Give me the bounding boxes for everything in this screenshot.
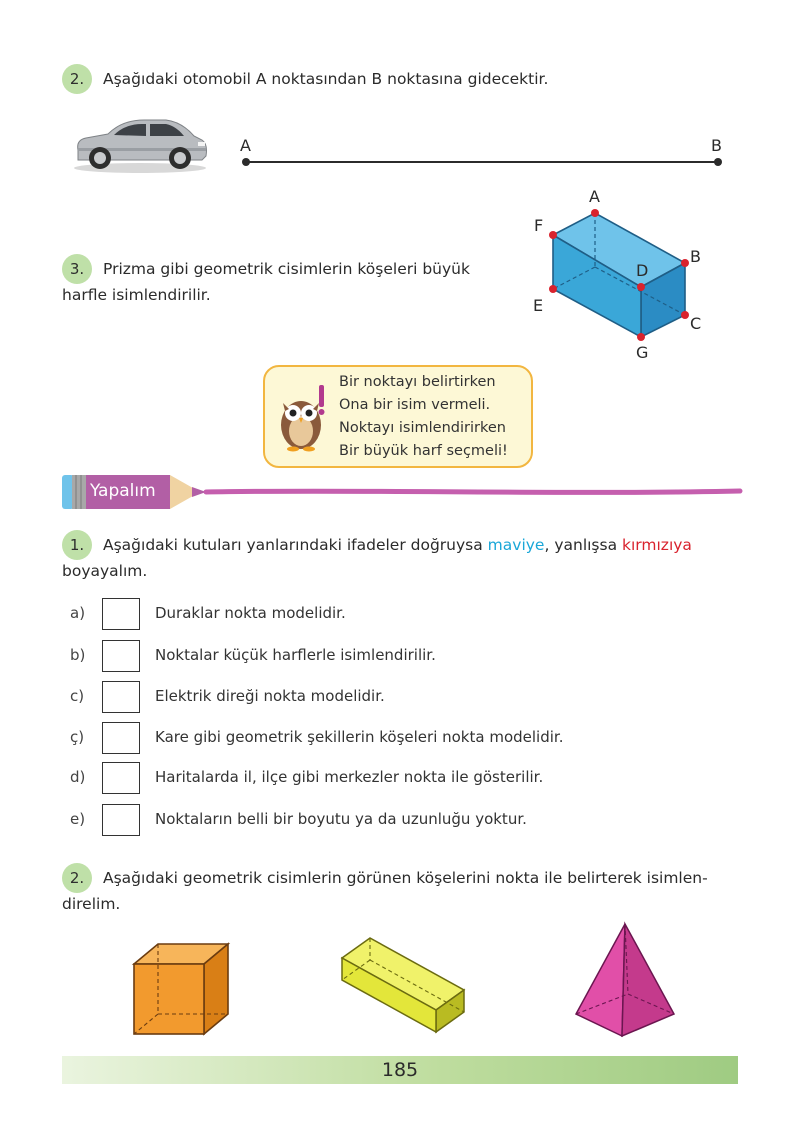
instruction-text: Aşağıdaki kutuları yanlarındaki ifadeler doğruysa xyxy=(103,536,488,554)
owl-icon xyxy=(273,381,333,453)
vertex-label-e: E xyxy=(533,296,544,315)
question-number-badge: 3. xyxy=(62,254,92,284)
statement-text: Noktalar küçük harflerle isimlendirilir. xyxy=(155,646,436,664)
answer-checkbox[interactable] xyxy=(102,762,140,794)
statement-text: Noktaların belli bir boyutu ya da uzunluğu yoktur. xyxy=(155,810,527,828)
exercise-instruction-line2: direlim. xyxy=(62,895,121,913)
question-text-line1: Prizma gibi geometrik cisimlerin köşeleri büyük xyxy=(103,260,470,278)
footer-bar xyxy=(62,1056,738,1084)
pink-pyramid[interactable] xyxy=(570,920,680,1040)
statement-letter: b) xyxy=(70,646,86,664)
answer-checkbox[interactable] xyxy=(102,681,140,713)
page-number: 185 xyxy=(381,1059,419,1081)
statement-text: Duraklar nokta modelidir. xyxy=(155,604,346,622)
exercise-instruction-line1: Aşağıdaki geometrik cisimlerin görünen köşelerini nokta ile belirterek isimlen- xyxy=(103,869,708,887)
statement-row xyxy=(70,722,750,756)
vertex-label-c: C xyxy=(690,314,702,333)
statement-row xyxy=(70,804,750,838)
statement-letter: ç) xyxy=(70,728,85,746)
point-label-a: A xyxy=(240,136,251,155)
point-label-b: B xyxy=(711,136,722,155)
yapalim-label: Yapalım xyxy=(90,481,156,501)
exercise-instruction-line1 xyxy=(103,532,692,558)
statement-letter: d) xyxy=(70,768,86,786)
statement-letter: e) xyxy=(70,810,86,828)
statement-text: Elektrik direği nokta modelidir. xyxy=(155,687,385,705)
answer-checkbox[interactable] xyxy=(102,640,140,672)
rectangular-prism-diagram xyxy=(525,185,725,365)
statement-letter: c) xyxy=(70,687,85,705)
note-line-4: Bir büyük harf seçmeli! xyxy=(339,443,508,459)
statement-row xyxy=(70,598,750,632)
answer-checkbox[interactable] xyxy=(102,804,140,836)
vertex-label-g: G xyxy=(636,343,649,362)
owl-tip-note xyxy=(263,365,533,468)
statement-row xyxy=(70,640,750,674)
statement-row xyxy=(70,762,750,796)
question-number-badge: 2. xyxy=(62,64,92,94)
note-line-2: Ona bir isim vermeli. xyxy=(339,397,491,413)
vertex-label-f: F xyxy=(534,216,544,235)
line-segment-ab xyxy=(240,155,725,169)
answer-checkbox[interactable] xyxy=(102,598,140,630)
yellow-rectangular-prism[interactable] xyxy=(338,932,468,1036)
exercise-number-badge: 1. xyxy=(62,530,92,560)
vertex-label-d: D xyxy=(636,261,649,280)
orange-cube[interactable] xyxy=(128,938,236,1042)
answer-checkbox[interactable] xyxy=(102,722,140,754)
note-line-3: Noktayı isimlendirirken xyxy=(339,420,506,436)
exercise-instruction-line2: boyayalım. xyxy=(62,562,148,580)
red-word: kırmızıya xyxy=(622,536,692,554)
car-illustration xyxy=(70,112,210,174)
statement-text: Kare gibi geometrik şekillerin köşeleri nokta modelidir. xyxy=(155,728,564,746)
pencil-banner xyxy=(60,472,750,512)
statement-letter: a) xyxy=(70,604,86,622)
question-text: Aşağıdaki otomobil A noktasından B noktasına gidecektir. xyxy=(103,70,549,88)
statement-text: Haritalarda il, ilçe gibi merkezler nokta ile gösterilir. xyxy=(155,768,544,786)
blue-word: maviye xyxy=(487,536,545,554)
instruction-text: , yanlışsa xyxy=(544,536,623,554)
question-text-line2: harfle isimlendirilir. xyxy=(62,286,211,304)
exercise-number-badge: 2. xyxy=(62,863,92,893)
vertex-label-a: A xyxy=(589,187,600,206)
vertex-label-b: B xyxy=(690,247,701,266)
note-line-1: Bir noktayı belirtirken xyxy=(339,374,496,390)
statement-row xyxy=(70,681,750,715)
